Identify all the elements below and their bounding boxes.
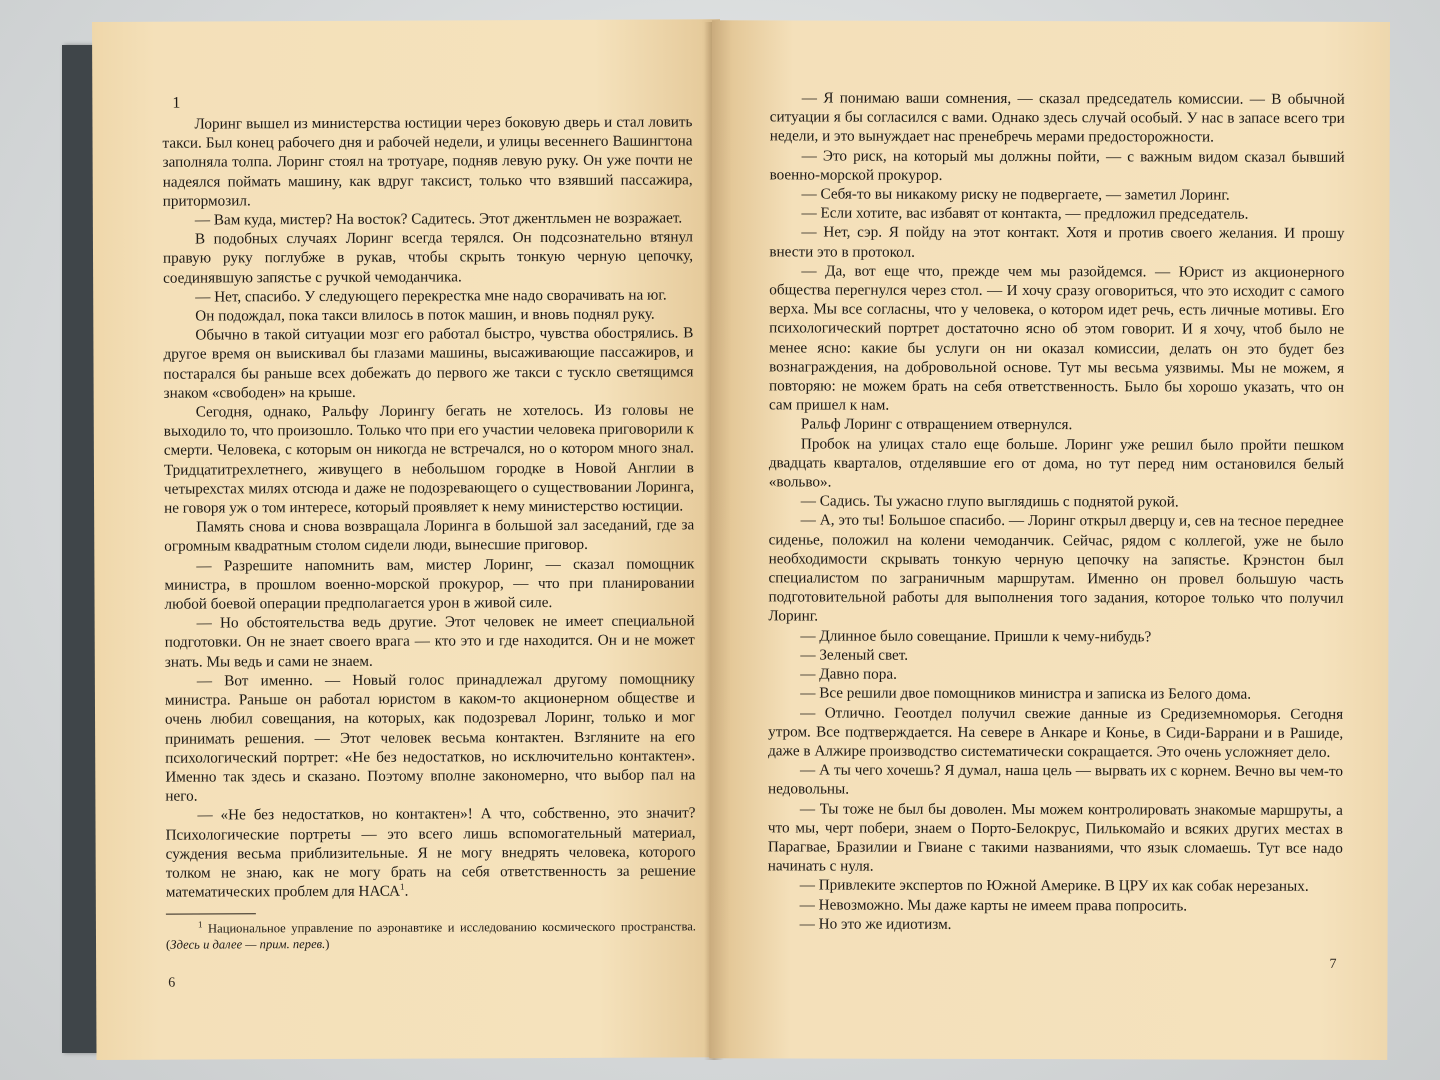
left-page-text [162, 91, 696, 953]
paragraph: — Я понимаю ваши сомнения, — сказал председатель комиссии. — В обычной ситуации я бы согласился с вами. Однако здесь случай особый. У нас в запасе всего три недели, и это вынуждает нас пренебречь мерами предосторожности. [769, 89, 1345, 146]
paragraph: Ральф Лоринг с отвращением отвернулся. [800, 415, 1073, 434]
paragraph: Обычно в такой ситуации мозг его работал быстро, чувства обострялись. В другое время он выискивал бы глазами машины, высаживающие пассажиров, и постарался бы раньше всех добежать до первого же такси с тускло светящимся знаком «свободен» на крыше. [163, 324, 694, 402]
paragraph: — Нет, сэр. Я пойду на этот контакт. Хотя и против своего желания. И прошу внести это в протокол. [769, 223, 1345, 261]
paragraph: — Привлеките экспертов по Южной Америке. В ЦРУ их как собак нерезаных. [799, 876, 1309, 896]
paragraph: — Но обстоятельства ведь другие. Этот человек не имеет специальной подготовки. Он не знает своего врага — кто это и где находится. Он и не может знать. Мы ведь и сами не знаем. [164, 612, 695, 671]
right-page [709, 20, 1390, 1060]
paragraph: — А ты чего хочешь? Я думал, наша цель — вырвать их с корнем. Вечно вы чем-то недовольны. [767, 761, 1344, 798]
paragraph: Он подождал, пока такси влилось в поток машин, и вновь поднял руку. [195, 305, 655, 325]
paragraph: — Но это же идиотизм. [799, 915, 952, 933]
paragraph: — Вот именно. — Новый голос принадлежал другому помощнику министра. Раньше он работал юристом в каком-то акционерном обществе и очень любил совещания, на которых, как подозревал Лоринг, только и мог принимать решения. — Этот человек весьма контактен. Взгляните на его психологический портрет: «Не без недостатков, но исключительно контактен». Именно так здесь и сказано. Поэтому вполне закономерно, что выбор пал на него. [164, 670, 696, 805]
footnote-italic-note: Здесь и далее — прим. перев. [170, 937, 326, 952]
paragraph: — Все решили двое помощников министра и записка из Белого дома. [800, 684, 1252, 703]
right-page-text [768, 88, 1345, 934]
paragraph: — Это риск, на который мы должны пойти, — с важным видом сказал бывший военно-морской прокурор. [769, 147, 1345, 184]
chapter-number: 1 [172, 94, 181, 112]
paragraph: Память снова и снова возвращала Лоринга в большой зал заседаний, где за огромным квадратным столом сидели люди, вынесшие приговор. [164, 516, 695, 556]
paragraph: — А, это ты! Большое спасибо. — Лоринг открыл дверцу и, сев на тесное переднее сиденье, положил на колени чемоданчик. Сейчас, рядом с коллегой, уже не было необходимости скрывать тонкую черную цепочку на запястье. Крэнстон был специалистом по заграничным маршрутам. Именно он провел большую часть подготовительной работы для выполнения того задания, которое только что получил Лоринг. [768, 511, 1344, 625]
paragraph: — Ты тоже не был бы доволен. Мы можем контролировать знакомые маршруты, а что мы, черт побери, знаем о Порто-Белокрус, Пилькомайо и всяких других местах в Парагвае, Бразилии и Гвиане с такими названиями, что язык сломаешь. Тут все надо начинать с нуля. [767, 799, 1343, 875]
paragraph: — Невозможно. Мы даже карты не имеем права попросить. [799, 895, 1188, 915]
page-number-left: 6 [168, 975, 176, 991]
footnote-ref-marker: 1 [400, 881, 405, 892]
footnote-marker: 1 [197, 919, 203, 930]
page-number-right: 7 [1329, 956, 1337, 972]
paragraph: — Если хотите, вас избавят от контакта, — предложил председатель. [801, 204, 1249, 223]
paragraph: — Да, вот еще что, прежде чем мы разойдемся. — Юрист из акционерного общества перегнулся через стол. — И хочу сразу оговориться, что это исходит с самого верха. Мы все согласны, что у человека, о котором идет речь, есть личные мотивы. Его психологический портрет достаточно ясно об этом говорит. И я хочу, чтоб было не менее ясно: какие бы услуги он ни оказал комиссии, делать он это будет без вознаграждения, на добровольной основе. Тут мы весьма уязвимы. Мы не можем, я повторяю: не можем брать на себя ответственность. Было бы хорошо указать, что он сам пришел к нам. [768, 262, 1345, 414]
footnote-divider [166, 914, 256, 915]
footnote-close: ) [325, 937, 330, 952]
paragraph-with-footnote-ref: — «Не без недостатков, но контактен»! А что, собственно, это значит? Психологические портреты — это всего лишь вспомогательный материал, суждения весьма приблизительные. Я не могу внедрять человека, которого толком не знаю, как не могу брать на себя ответственность за решение математических проблем для НАСА$^1$. [165, 804, 696, 901]
paragraph: Лоринг вышел из министерства юстиции через боковую дверь и стал ловить такси. Был конец рабочего дня и рабочей недели, и улицы весеннего Вашингтона заполняла толпа. Лоринг стоял на тротуаре, подняв левую руку. Он уже почти не надеялся поймать машину, как вдруг таксист, только что взявший пассажира, притормозил. [162, 113, 693, 210]
footnote [166, 919, 696, 953]
paragraph: Пробок на улицах стало еще больше. Лоринг уже решил было пройти пешком двадцать кварталов, отделявшие его от дома, но тут перед ним остановился белый «вольво». [768, 435, 1344, 491]
paragraph: — Себя-то вы никакому риску не подвергаете, — заметил Лоринг. [801, 185, 1230, 204]
paragraph: В подобных случаях Лоринг всегда терялся. Он подсознательно втянул правую руку поглубже в рукав, чтобы скрыть тонкую черную цепочку, соединявшую запястье с ручкой чемоданчика. [162, 228, 694, 287]
paragraph-text: — «Не без недостатков, но контактен»! А что, собственно, это значит? Психологические портреты — это всего лишь вспомогательный материал, суждения весьма приблизительные. Я не могу внедрять человека, которого толком не знаю, как не могу брать на себя ответственность за решение математических проблем для НАСА [165, 804, 696, 901]
paragraph: Сегодня, однако, Ральфу Лорингу бегать не хотелось. Из головы не выходило то, что произошло. Только что при его участии человека приговорили к смерти. Человека, с которым он никогда не встречался, но о котором много знал. Тридцатитрехлетнего, живущего в небольшом городке в Новой Англии в четырехстах милях отсюда и даже не подозревающего о существовании Лоринга, не говоря уж о том интересе, который проявляет к нему министерство юстиции. [163, 401, 695, 517]
paragraph: — Вам куда, мистер? На восток? Садитесь. Этот джентльмен не возражает. [194, 209, 683, 229]
paragraph: — Длинное было совещание. Пришли к чему-нибудь? [800, 627, 1152, 646]
footnote-text: Национальное управление по аэронавтике и исследованию космического пространства. ( [165, 919, 696, 953]
paragraph: — Нет, спасибо. У следующего перекрестка мне надо сворачивать на юг. [195, 286, 667, 306]
paragraph: — Разрешите напомнить вам, мистер Лоринг, — сказал помощник министра, в прошлом военно-морской прокурор, — что при планировании любой боевой операции предполагается урон в живой силе. [164, 555, 695, 613]
paragraph: — Садись. Ты ужасно глупо выглядишь с поднятой рукой. [800, 492, 1179, 511]
left-page [92, 19, 725, 1060]
paragraph: — Давно пора. [800, 665, 897, 683]
paragraph: — Зеленый свет. [800, 646, 909, 664]
paragraph: — Отлично. Геоотдел получил свежие данные из Средиземноморья. Сегодня утром. Все подтверждается. На севере в Анкаре и Конье, в Сиди-Баррани и в Рашиде, даже в Алжире производство систематически сокращается. Это очень усложняет дело. [768, 703, 1344, 761]
